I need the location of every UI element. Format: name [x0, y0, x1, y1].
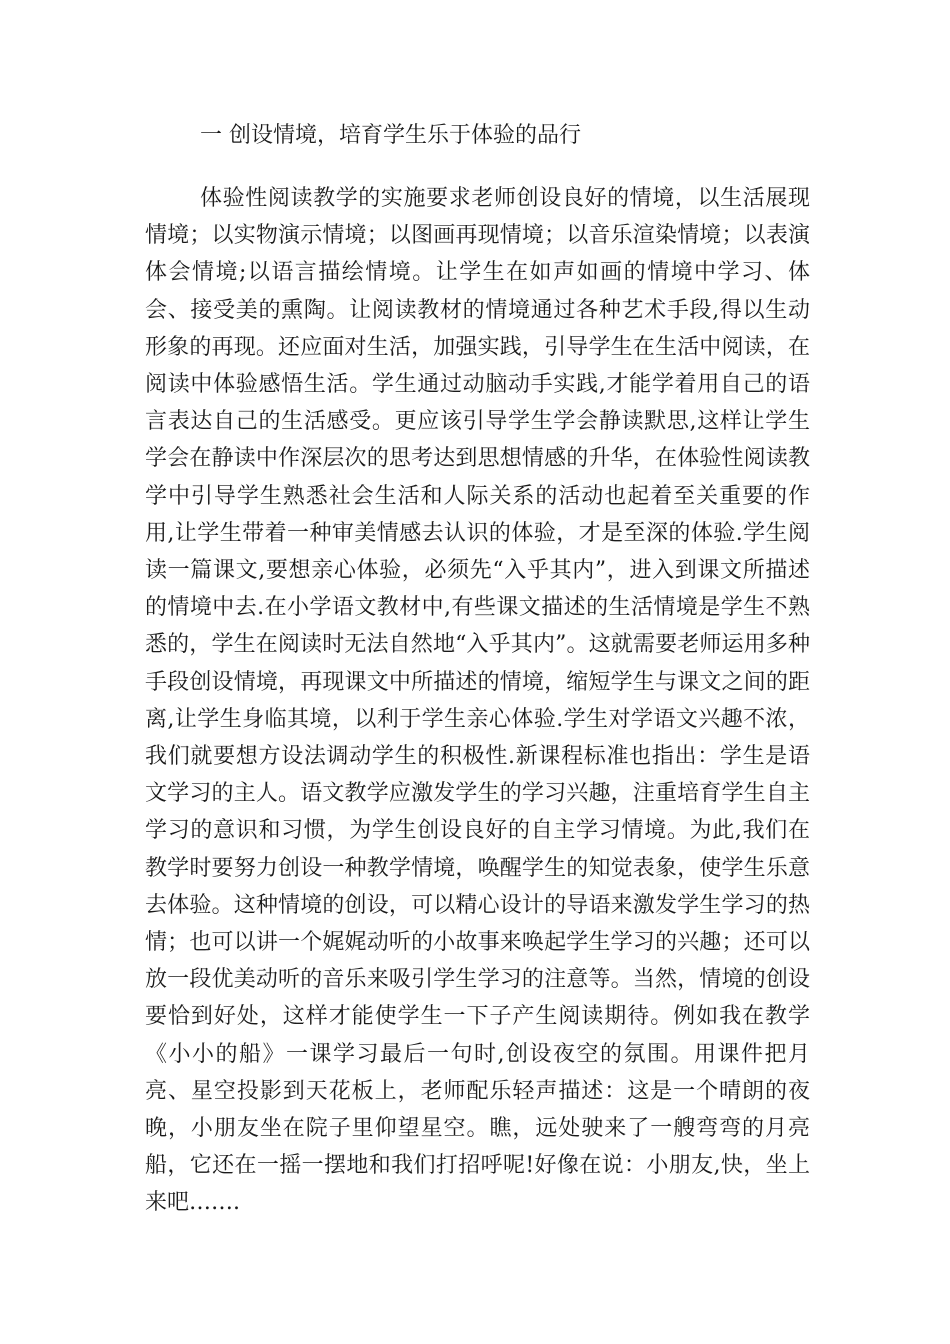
- body-paragraph: 体验性阅读教学的实施要求老师创设良好的情境，以生活展现情境；以实物演示情境；以图画再现情境；以音乐渲染情境；以表演体会情境;以语言描绘情境。让学生在如声如画的情境中学习、体会、接受美的熏陶。让阅读教材的情境通过各种艺术手段,得以生动形象的再现。还应面对生活，加强实践，引导学生在生活中阅读，在阅读中体验感悟生活。学生通过动脑动手实践,才能学着用自己的语言表达自己的生活感受。更应该引导学生学会静读默思,这样让学生学会在静读中作深层次的思考达到思想情感的升华，在体验性阅读教学中引导学生熟悉社会生活和人际关系的活动也起着至关重要的作用,让学生带着一种审美情感去认识的体验，才是至深的体验.学生阅读一篇课文,要想亲心体验，必须先“入乎其内”，进入到课文所描述的情境中去.在小学语文教材中,有些课文描述的生活情境是学生不熟悉的，学生在阅读时无法自然地“入乎其内”。这就需要老师运用多种手段创设情境，再现课文中所描述的情境，缩短学生与课文之间的距离,让学生身临其境，以利于学生亲心体验.学生对学语文兴趣不浓，我们就要想方设法调动学生的积极性.新课程标准也指出：学生是语文学习的主人。语文教学应激发学生的学习兴趣，注重培育学生自主学习的意识和习惯，为学生创设良好的自主学习情境。为此,我们在教学时要努力创设一种教学情境，唤醒学生的知觉表象，使学生乐意去体验。这种情境的创设，可以精心设计的导语来激发学生学习的热情；也可以讲一个娓娓动听的小故事来唤起学生学习的兴趣；还可以放一段优美动听的音乐来吸引学生学习的注意等。当然，情境的创设要恰到好处，这样才能使学生一下子产生阅读期待。例如我在教学《小小的船》一课学习最后一句时,创设夜空的氛围。用课件把月亮、星空投影到天花板上，老师配乐轻声描述：这是一个晴朗的夜晚，小朋友坐在院子里仰望星空。瞧，远处驶来了一艘弯弯的月亮船，它还在一摇一摆地和我们打招呼呢!好像在说：小朋友,快，坐上来吧…….: [145, 186, 810, 1216]
- section-heading: 一 创设情境，培育学生乐于体验的品行: [200, 123, 581, 148]
